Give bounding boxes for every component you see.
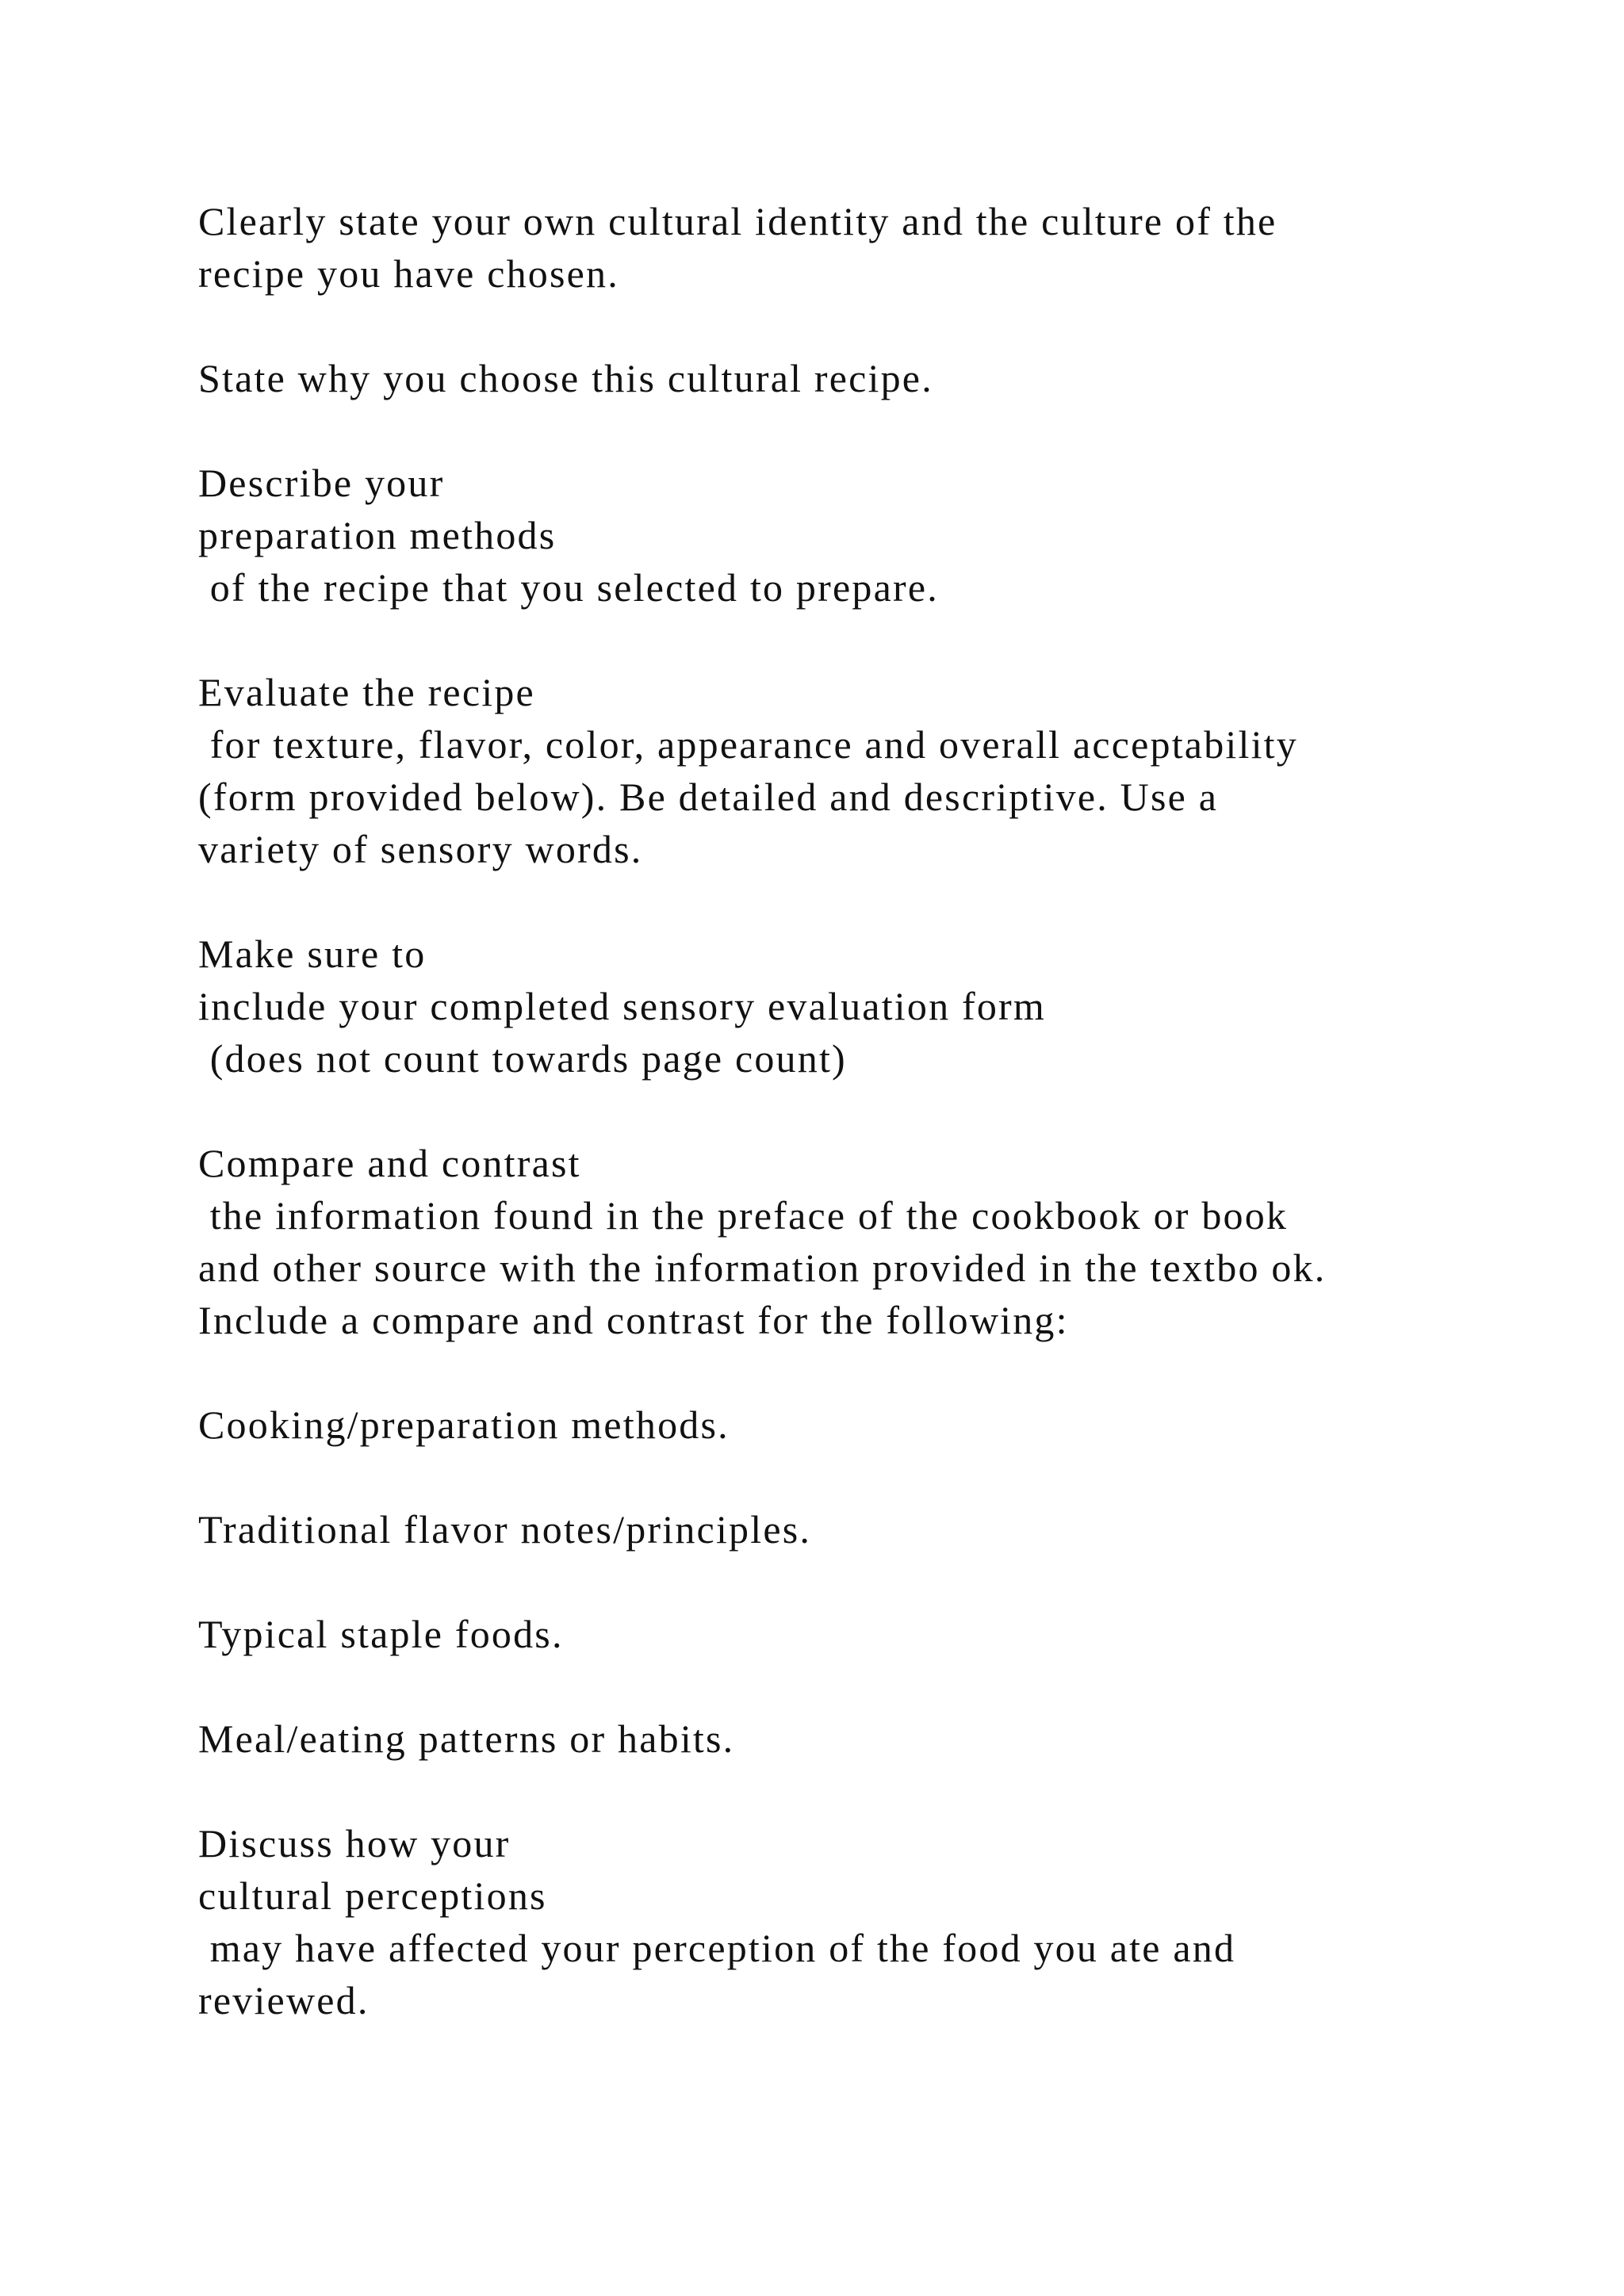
paragraph-flavor-notes <box>198 1503 1546 1556</box>
text-line: include your completed sensory evaluation form <box>198 984 1046 1028</box>
paragraph-staple-foods <box>198 1608 1546 1660</box>
text-line: (does not count towards page count) <box>198 1036 847 1081</box>
text-line: Discuss how your <box>198 1821 511 1866</box>
text-line: Clearly state your own cultural identity and the culture of the <box>198 199 1277 243</box>
text-line: Compare and contrast <box>198 1141 581 1185</box>
text-line: recipe you have chosen. <box>198 251 619 296</box>
text-line: Make sure to <box>198 932 427 976</box>
paragraph-cultural-identity <box>198 195 1546 300</box>
paragraph-evaluate-recipe <box>198 666 1546 875</box>
text-line: Evaluate the recipe <box>198 670 535 714</box>
paragraph-why-choose <box>198 352 1546 404</box>
text-line: the information found in the preface of the cookbook or book <box>198 1193 1289 1238</box>
paragraph-preparation-methods <box>198 457 1546 614</box>
paragraph-compare-contrast <box>198 1137 1546 1346</box>
paragraph-cultural-perceptions <box>198 1817 1546 2026</box>
text-line: may have affected your perception of the food you ate and <box>198 1926 1236 1970</box>
text-line: Cooking/preparation methods. <box>198 1402 730 1447</box>
document-body <box>198 195 1546 2079</box>
text-line: for texture, flavor, color, appearance and overall acceptability <box>198 722 1298 767</box>
text-line: Include a compare and contrast for the following: <box>198 1298 1069 1342</box>
text-line: Meal/eating patterns or habits. <box>198 1716 735 1761</box>
text-line: Describe your <box>198 461 445 505</box>
text-line: and other source with the information provided in the textbo ok. <box>198 1246 1327 1290</box>
text-line: of the recipe that you selected to prepare. <box>198 565 939 610</box>
paragraph-eating-patterns <box>198 1712 1546 1765</box>
text-line: Traditional flavor notes/principles. <box>198 1507 812 1552</box>
text-line: State why you choose this cultural recipe. <box>198 356 933 400</box>
paragraph-evaluation-form <box>198 928 1546 1085</box>
text-line: (form provided below). Be detailed and descriptive. Use a <box>198 775 1219 819</box>
text-line: reviewed. <box>198 1978 370 2022</box>
text-line: Typical staple foods. <box>198 1612 564 1656</box>
paragraph-cooking-methods <box>198 1399 1546 1451</box>
text-line: variety of sensory words. <box>198 827 643 871</box>
text-line: cultural perceptions <box>198 1873 547 1918</box>
text-line: preparation methods <box>198 513 557 557</box>
